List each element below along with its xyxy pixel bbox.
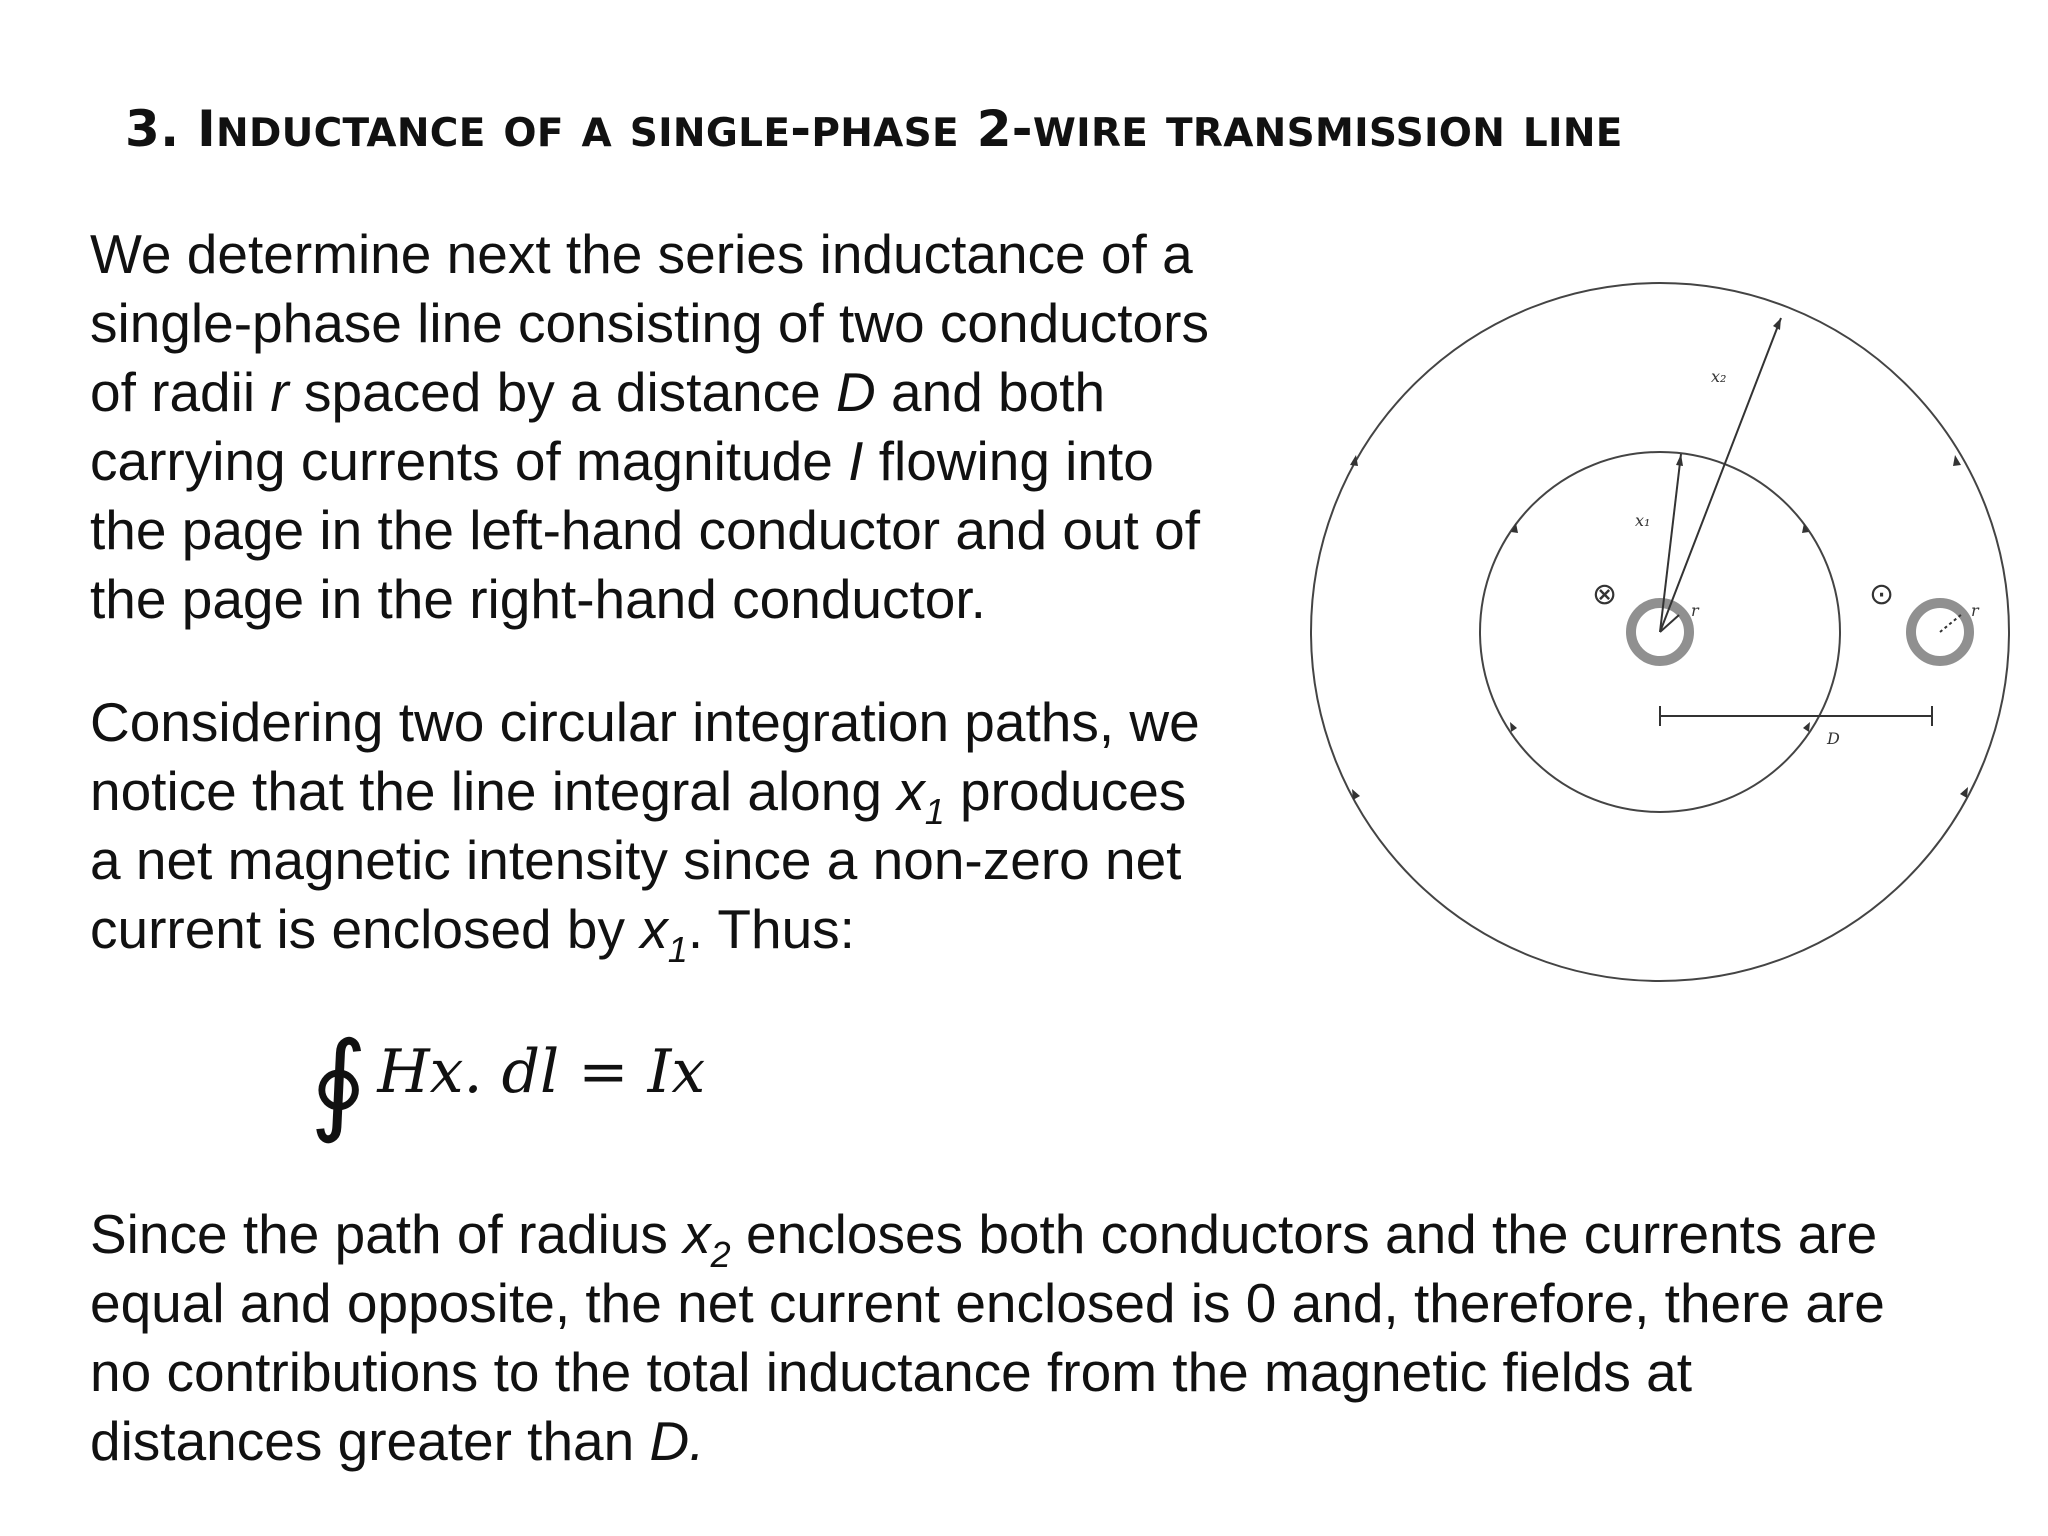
heading-word: NDUCTANCE <box>216 111 486 156</box>
text-line <box>90 496 1209 565</box>
text-line <box>90 1338 1885 1407</box>
label-x2: x₂ <box>1711 367 1727 386</box>
text-line <box>90 826 1200 895</box>
text-line <box>90 1269 1885 1338</box>
text-segment: produces <box>944 760 1187 822</box>
text-segment: Since the path of radius <box>90 1203 684 1265</box>
text-line <box>90 1407 1885 1476</box>
text-segment: carrying currents of magnitude <box>90 430 849 492</box>
text-segment: distances greater than <box>90 1410 650 1472</box>
text-segment: notice that the line integral along <box>90 760 898 822</box>
subscript: 2 <box>710 1234 731 1275</box>
symbol-D: D <box>836 361 876 423</box>
equation-rhs: Ix <box>647 1037 706 1107</box>
text-segment: encloses both conductors and the currents are <box>730 1203 1878 1265</box>
ampere-law-equation <box>310 1018 705 1146</box>
heading-word: - <box>1011 100 1033 158</box>
current-into-page-icon: ⊗ <box>1592 577 1618 612</box>
symbol-x: x <box>683 1203 711 1265</box>
symbol-x: x <box>897 760 925 822</box>
subscript: 1 <box>667 929 688 970</box>
label-r-right: r <box>1971 601 1979 620</box>
text-line <box>90 565 1209 634</box>
text-line <box>90 358 1209 427</box>
paragraph-intro <box>90 220 1209 634</box>
paragraph-conclusion <box>90 1200 1885 1476</box>
text-segment: spaced by a distance <box>288 361 836 423</box>
text-segment: and both <box>875 361 1106 423</box>
heading-word: PHASE <box>811 111 959 156</box>
text-segment: equal and opposite, the net current enclosed is 0 and, therefore, there are <box>90 1272 1885 1334</box>
text-segment: the page in the right-hand conductor. <box>90 568 986 630</box>
symbol-I: I <box>848 430 864 492</box>
subscript: 1 <box>924 791 945 832</box>
text-segment: . Thus: <box>687 898 855 960</box>
heading-word: I <box>197 100 216 158</box>
text-line <box>90 427 1209 496</box>
text-segment: We determine next the series inductance of a <box>90 223 1193 285</box>
text-segment: single-phase line consisting of two conductors <box>90 292 1209 354</box>
symbol-x: x <box>640 898 668 960</box>
distance-D-dimension <box>1660 706 1932 726</box>
heading-word: - <box>790 100 812 158</box>
text-segment: of radii <box>90 361 271 423</box>
contour-integral-sign: ∮ <box>310 1018 368 1146</box>
heading-word: TRANSMISSION <box>1165 111 1506 156</box>
heading-word: LINE <box>1522 111 1623 156</box>
heading-word: WIRE <box>1032 111 1149 156</box>
paragraph-integration-paths <box>90 688 1200 970</box>
text-line <box>90 289 1209 358</box>
heading-word: OF <box>503 111 564 156</box>
text-segment: flowing into <box>863 430 1154 492</box>
text-line <box>90 220 1209 289</box>
label-r-left: r <box>1691 601 1699 620</box>
label-x1: x₁ <box>1635 511 1651 530</box>
text-segment: current is enclosed by <box>90 898 641 960</box>
heading-word: A <box>581 111 612 156</box>
text-line <box>90 688 1200 757</box>
heading-word: SINGLE <box>629 111 791 156</box>
text-segment: no contributions to the total inductance from the magnetic fields at <box>90 1341 1693 1403</box>
symbol-r: r <box>270 361 289 423</box>
text-segment: a net magnetic intensity since a non-zero net <box>90 829 1182 891</box>
section-heading <box>125 100 1623 158</box>
equals-sign: = <box>559 1037 648 1107</box>
heading-number: 3. <box>125 100 198 158</box>
equation-lhs: Hx. dl <box>377 1037 560 1107</box>
text-line <box>90 757 1200 832</box>
radius-line-r-right <box>1940 614 1962 632</box>
label-D: D <box>1827 729 1840 748</box>
text-segment: the page in the left-hand conductor and out of <box>90 499 1200 561</box>
heading-word: 2 <box>976 100 1012 158</box>
symbol-D: D. <box>649 1410 705 1472</box>
text-line <box>90 1200 1885 1275</box>
outer-path-arrows <box>1350 455 1968 800</box>
current-out-of-page-icon: ⊙ <box>1869 577 1895 612</box>
two-wire-line-diagram <box>1295 270 2015 1000</box>
text-segment: Considering two circular integration paths, we <box>90 691 1200 753</box>
text-line <box>90 895 1200 970</box>
